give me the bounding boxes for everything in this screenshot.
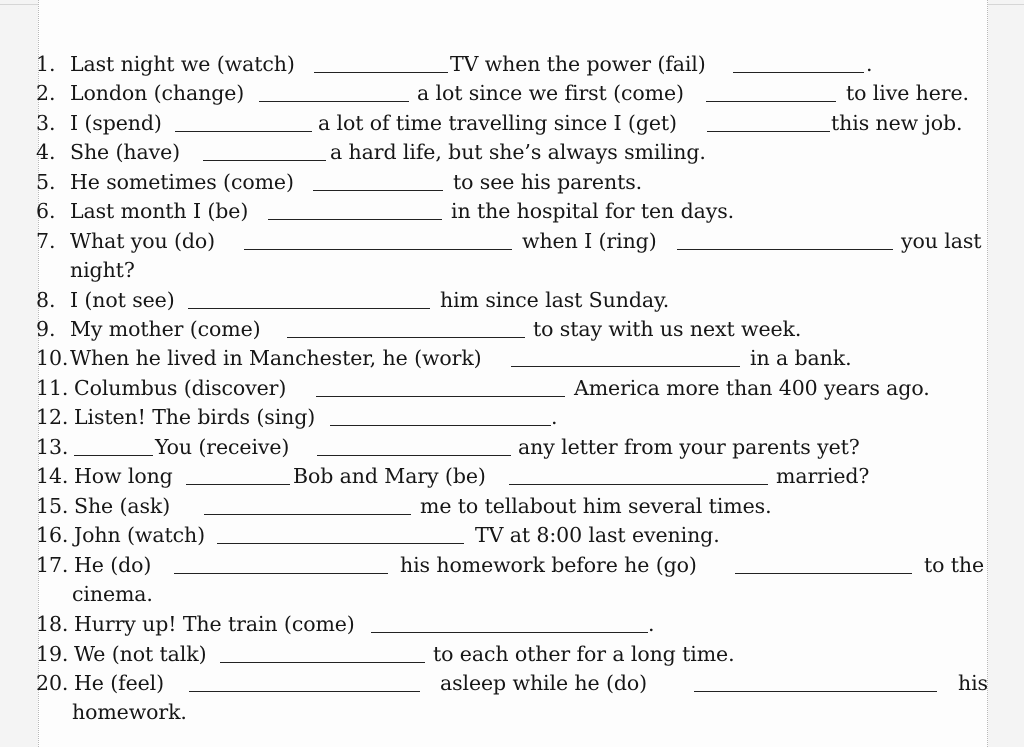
- answer-blank[interactable]: [313, 190, 443, 191]
- item-continuation: cinema.: [72, 582, 153, 606]
- answer-blank[interactable]: [735, 573, 912, 574]
- item-number: 7.: [36, 229, 56, 253]
- item-continuation: homework.: [72, 700, 187, 724]
- answer-blank[interactable]: [287, 337, 525, 338]
- item-text: He (do): [74, 553, 152, 577]
- item-text: TV when the power (fail): [450, 52, 706, 76]
- item-number: 9.: [36, 317, 56, 341]
- item-text: When he lived in Manchester, he (work): [70, 346, 482, 370]
- item-text: to live here.: [846, 81, 969, 105]
- item-text: Last month I (be): [70, 199, 249, 223]
- item-text: TV at 8:00 last evening.: [475, 523, 720, 547]
- item-text: Listen! The birds (sing): [74, 405, 316, 429]
- item-text: We (not talk): [74, 642, 207, 666]
- item-number: 11.: [36, 376, 69, 400]
- item-text: to each other for a long time.: [433, 642, 735, 666]
- item-number: 14.: [36, 464, 69, 488]
- item-text: to stay with us next week.: [533, 317, 802, 341]
- item-text: this new job.: [831, 111, 963, 135]
- item-text: She (have): [70, 140, 181, 164]
- item-number: 1.: [36, 52, 56, 76]
- item-text: He sometimes (come): [70, 170, 294, 194]
- answer-blank[interactable]: [268, 219, 442, 220]
- item-text: Last night we (watch): [70, 52, 295, 76]
- item-text: She (ask): [74, 494, 171, 518]
- answer-blank[interactable]: [186, 484, 290, 485]
- item-text: My mother (come): [70, 317, 261, 341]
- item-text: John (watch): [74, 523, 205, 547]
- answer-blank[interactable]: [733, 72, 864, 73]
- item-text: to see his parents.: [453, 170, 643, 194]
- item-text: me to tellabout him several times.: [420, 494, 772, 518]
- answer-blank[interactable]: [244, 249, 512, 250]
- item-number: 20.: [36, 671, 69, 695]
- item-number: 3.: [36, 111, 56, 135]
- item-number: 15.: [36, 494, 69, 518]
- item-text: you last: [901, 229, 982, 253]
- item-number: 17.: [36, 553, 69, 577]
- item-text: .: [648, 612, 655, 636]
- item-number: 18.: [36, 612, 69, 636]
- answer-blank[interactable]: [694, 691, 937, 692]
- item-number: 13.: [36, 435, 69, 459]
- item-text: him since last Sunday.: [440, 288, 670, 312]
- item-text: He (feel): [74, 671, 165, 695]
- item-text: Columbus (discover): [74, 376, 287, 400]
- item-text: I (spend): [70, 111, 162, 135]
- item-number: 16.: [36, 523, 69, 547]
- item-text: How long: [74, 464, 173, 488]
- item-text: Hurry up! The train (come): [74, 612, 355, 636]
- item-text: in the hospital for ten days.: [451, 199, 735, 223]
- item-number: 6.: [36, 199, 56, 223]
- answer-blank[interactable]: [175, 131, 312, 132]
- answer-blank[interactable]: [174, 573, 388, 574]
- item-text: Bob and Mary (be): [293, 464, 486, 488]
- answer-blank[interactable]: [706, 101, 836, 102]
- answer-blank[interactable]: [204, 514, 411, 515]
- answer-blank[interactable]: [509, 484, 768, 485]
- answer-blank[interactable]: [188, 308, 430, 309]
- item-number: 4.: [36, 140, 56, 164]
- item-text: when I (ring): [522, 229, 657, 253]
- answer-blank[interactable]: [220, 662, 425, 663]
- item-number: 8.: [36, 288, 56, 312]
- answer-blank[interactable]: [677, 249, 893, 250]
- answer-blank[interactable]: [217, 543, 464, 544]
- item-text: You (receive): [155, 435, 290, 459]
- item-number: 12.: [36, 405, 69, 429]
- answer-blank[interactable]: [330, 425, 551, 426]
- item-number: 2.: [36, 81, 56, 105]
- item-text: married?: [776, 464, 870, 488]
- item-text: a hard life, but she’s always smiling.: [330, 140, 706, 164]
- item-text: .: [551, 405, 558, 429]
- answer-blank[interactable]: [189, 691, 420, 692]
- item-text: asleep while he (do): [440, 671, 648, 695]
- answer-blank[interactable]: [511, 366, 740, 367]
- item-text: any letter from your parents yet?: [518, 435, 860, 459]
- item-text: his: [958, 671, 988, 695]
- item-text: London (change): [70, 81, 245, 105]
- item-text: a lot since we first (come): [417, 81, 684, 105]
- item-text: I (not see): [70, 288, 175, 312]
- answer-blank[interactable]: [317, 455, 511, 456]
- answer-blank[interactable]: [707, 131, 830, 132]
- answer-blank[interactable]: [259, 101, 409, 102]
- item-continuation: night?: [70, 258, 135, 282]
- item-text: America more than 400 years ago.: [574, 376, 930, 400]
- item-text: .: [866, 52, 873, 76]
- item-text: a lot of time travelling since I (get): [318, 111, 677, 135]
- item-number: 10.: [36, 346, 69, 370]
- item-number: 5.: [36, 170, 56, 194]
- item-text: to the: [924, 553, 985, 577]
- answer-blank[interactable]: [203, 160, 326, 161]
- item-text: What you (do): [70, 229, 216, 253]
- answer-blank[interactable]: [314, 72, 448, 73]
- answer-blank[interactable]: [74, 455, 153, 456]
- item-number: 19.: [36, 642, 69, 666]
- answer-blank[interactable]: [316, 396, 565, 397]
- item-text: in a bank.: [750, 346, 852, 370]
- answer-blank[interactable]: [371, 632, 648, 633]
- item-text: his homework before he (go): [400, 553, 697, 577]
